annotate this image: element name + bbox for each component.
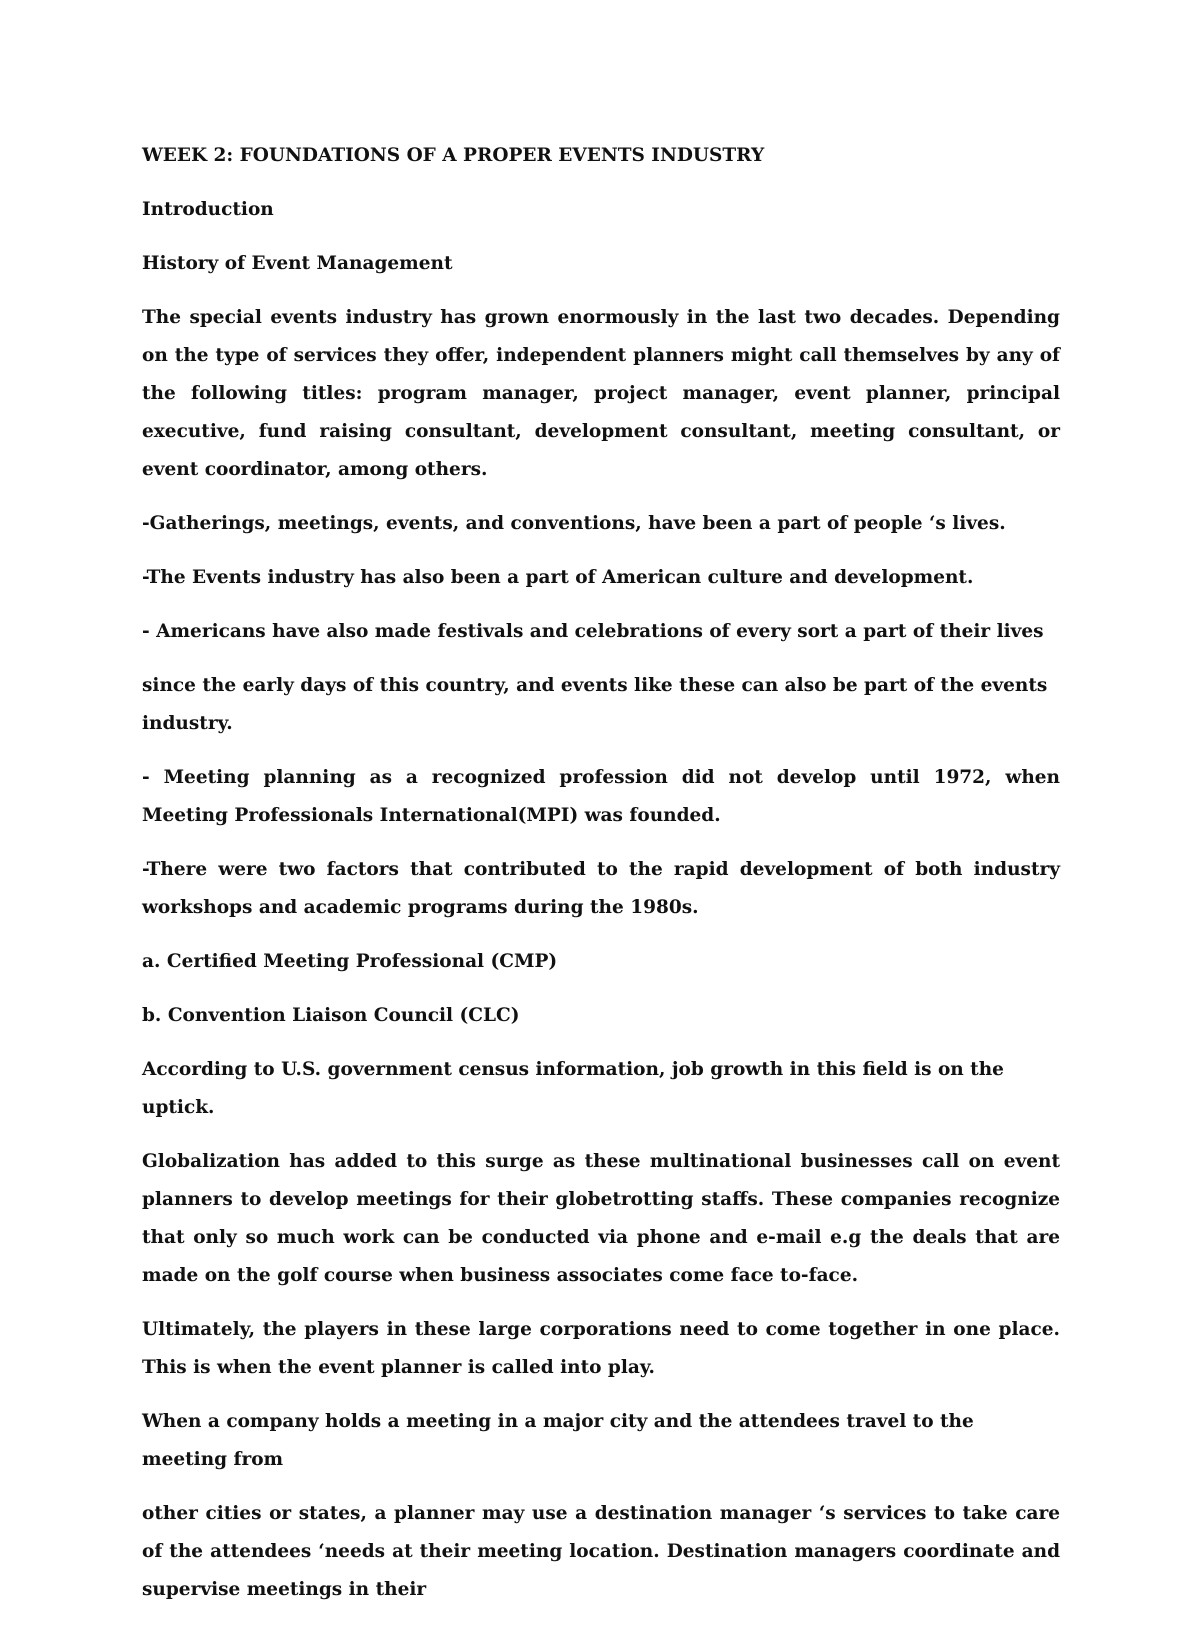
section-heading-history: History of Event Management [142, 253, 453, 274]
list-item-clc: b. Convention Liaison Council (CLC) [142, 1005, 520, 1026]
section-heading-introduction: Introduction [142, 199, 274, 220]
paragraph-destination-manager: other cities or states, a planner may use a destination manager ‘s services to take care of the attendees ‘needs at their meeting location. Destination managers coordinate and supervise meetings in their [142, 1503, 1060, 1600]
paragraph-early-days: since the early days of this country, and events like these can also be part of the events industry. [142, 675, 1048, 734]
document-title: WEEK 2: FOUNDATIONS OF A PROPER EVENTS INDUSTRY [142, 145, 765, 166]
paragraph-festivals: - Americans have also made festivals and celebrations of every sort a part of their lives [142, 621, 1044, 642]
paragraph-census: According to U.S. government census information, job growth in this field is on the uptick. [142, 1059, 1004, 1118]
paragraph-gatherings: -Gatherings, meetings, events, and conventions, have been a part of people ‘s lives. [142, 513, 1006, 534]
paragraph-american-culture: -The Events industry has also been a part of American culture and development. [142, 567, 974, 588]
document-body [142, 137, 1060, 1625]
paragraph-mpi-founded: - Meeting planning as a recognized profession did not develop until 1972, when Meeting Professionals International(MPI) was founded. [142, 767, 1060, 826]
paragraph-corporations: Ultimately, the players in these large corporations need to come together in one place. This is when the event planner is called into play. [142, 1319, 1060, 1378]
paragraph-company-meeting: When a company holds a meeting in a major city and the attendees travel to the meeting from [142, 1411, 974, 1470]
paragraph-globalization: Globalization has added to this surge as these multinational businesses call on event planners to develop meetings for their globetrotting staffs. These companies recognize that only so much work can be conducted via phone and e-mail e.g the deals that are made on the golf course when business associates come face to-face. [142, 1151, 1060, 1286]
paragraph-industry-growth: The special events industry has grown enormously in the last two decades. Depending on the type of services they offer, independent planners might call themselves by any of the following titles: program manager, project manager, event planner, principal executive, fund raising consultant, development consultant, meeting consultant, or event coordinator, among others. [142, 307, 1060, 480]
list-item-cmp: a. Certified Meeting Professional (CMP) [142, 951, 558, 972]
paragraph-two-factors: -There were two factors that contributed to the rapid development of both industry workshops and academic programs during the 1980s. [142, 859, 1060, 918]
